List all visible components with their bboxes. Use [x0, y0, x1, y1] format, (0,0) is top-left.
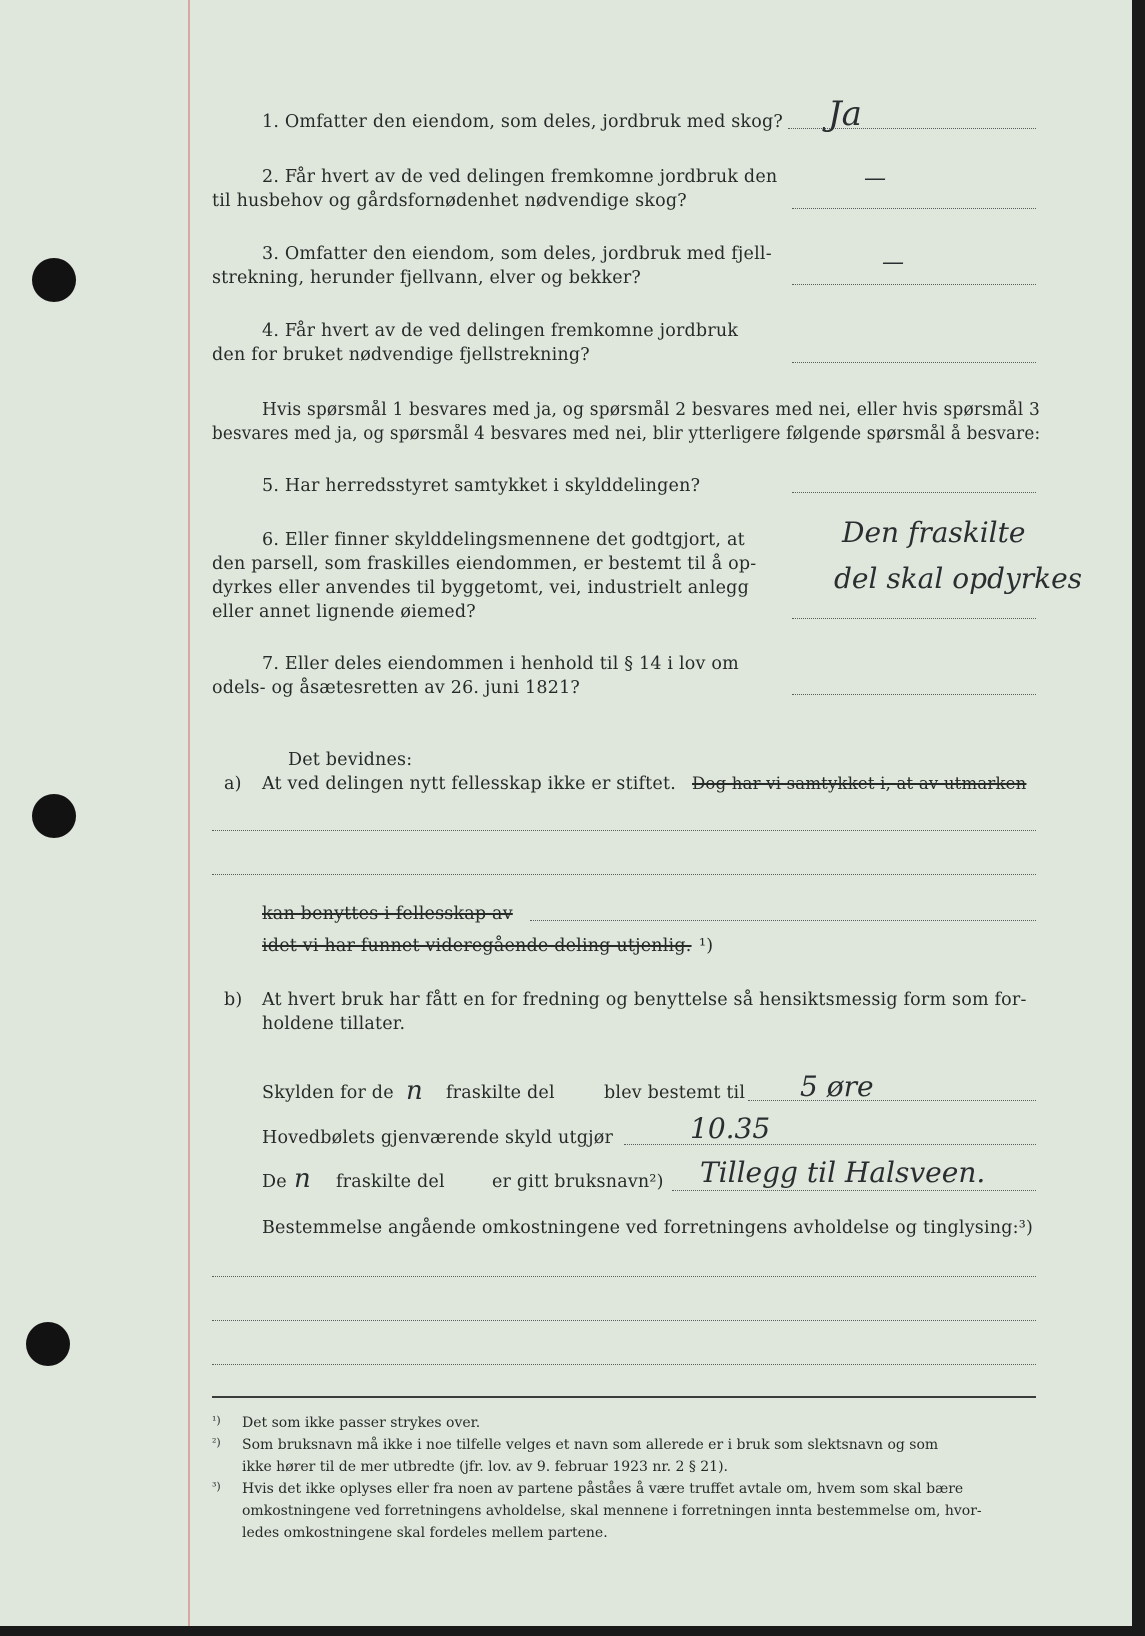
answer-line-6 [792, 618, 1036, 619]
skyld-label-1: Skylden for de [262, 1083, 394, 1103]
question-2-line1: 2. Får hvert av de ved delingen fremkomne jordbruk den [262, 167, 778, 187]
blank-line-2 [212, 874, 1036, 875]
navn-label-3: er gitt bruksnavn²) [492, 1172, 664, 1192]
condition-line2: besvares med ja, og spørsmål 4 besvares med nei, blir ytterligere følgende spørsmål å besvare: [212, 424, 1041, 444]
footnote-rule [212, 1396, 1036, 1398]
answer-line-3 [792, 284, 1036, 285]
question-5: 5. Har herredsstyret samtykket i skylddelingen? [262, 476, 701, 496]
blank-line-1 [212, 830, 1036, 831]
question-1: 1. Omfatter den eiendom, som deles, jordbruk med skog? [262, 112, 783, 132]
punch-hole-bottom [26, 1322, 70, 1366]
answer-line-1 [788, 128, 1036, 129]
footnote-2-line1: Som bruksnavn må ikke i noe tilfelle velges et navn som allerede er i bruk som slektsnavn og som [242, 1437, 939, 1453]
attest-a-text: At ved delingen nytt fellesskap ikke er stiftet. [262, 774, 676, 794]
blank-line-4 [212, 1276, 1036, 1277]
skyld-value-line [748, 1100, 1036, 1101]
question-3-line1: 3. Omfatter den eiendom, som deles, jordbruk med fjell- [262, 244, 772, 264]
footnote-1-number: ¹) [212, 1414, 221, 1427]
question-6-line3: dyrkes eller anvendes til byggetomt, vei, industrielt anlegg [212, 578, 749, 598]
navn-handwritten-n: n [294, 1164, 311, 1194]
answer-6-handwriting-line2: del skal opdyrkes [834, 562, 1083, 595]
footnote-1-line1: Det som ikke passer strykes over. [242, 1415, 481, 1431]
question-6-line1: 6. Eller finner skylddelingsmennene det godtgjort, at [262, 530, 745, 550]
question-7-line2: odels- og åsætesretten av 26. juni 1821? [212, 678, 580, 698]
skyld-handwritten-n: n [406, 1076, 423, 1106]
footnote-3-line2: omkostningene ved forretningens avholdelse, skal mennene i forretningen innta bestemmelse om, hvor- [242, 1503, 982, 1519]
skyld-label-3: blev bestemt til [604, 1083, 746, 1103]
answer-2-handwriting: — [864, 166, 886, 191]
attest-a-struck: Dog har vi samtykket i, at av utmarken [692, 774, 1027, 793]
footnote-2-line2: ikke hører til de mer utbredte (jfr. lov. av 9. februar 1923 nr. 2 § 21). [242, 1459, 729, 1475]
attest-struck-line2: kan benyttes i fellesskap av [262, 904, 513, 924]
answer-line-5 [792, 492, 1036, 493]
punch-hole-top [32, 258, 76, 302]
blank-line-3 [530, 920, 1036, 921]
question-6-line4: eller annet lignende øiemed? [212, 602, 476, 622]
margin-line [188, 0, 190, 1626]
bestemmelse-label: Bestemmelse angående omkostningene ved forretningens avholdelse og tinglysing:³) [262, 1218, 1033, 1238]
question-6-line2: den parsell, som fraskilles eiendommen, er bestemt til å op- [212, 554, 757, 574]
hoved-label: Hovedbølets gjenværende skyld utgjør [262, 1128, 614, 1148]
footnote-2-number: ²) [212, 1436, 221, 1449]
attest-b-text-line2: holdene tillater. [262, 1014, 406, 1034]
question-4-line1: 4. Får hvert av de ved delingen fremkomne jordbruk [262, 321, 739, 341]
question-7-line1: 7. Eller deles eiendommen i henhold til § 14 i lov om [262, 654, 739, 674]
hoved-value-handwriting: 10.35 [690, 1112, 771, 1145]
hoved-value-line [624, 1144, 1036, 1145]
condition-line1: Hvis spørsmål 1 besvares med ja, og spørsmål 2 besvares med nei, eller hvis spørsmål 3 [262, 400, 1040, 420]
punch-hole-middle [32, 794, 76, 838]
footnote-3-number: ³) [212, 1480, 221, 1493]
answer-line-2 [792, 208, 1036, 209]
navn-value-handwriting: Tillegg til Halsveen. [700, 1156, 986, 1189]
question-3-line2: strekning, herunder fjellvann, elver og bekker? [212, 268, 641, 288]
answer-1-handwriting: Ja [828, 94, 862, 134]
navn-value-line [672, 1190, 1036, 1191]
footnote-3-line3: ledes omkostningene skal fordeles mellem partene. [242, 1525, 608, 1541]
footnote-3-line1: Hvis det ikke oplyses eller fra noen av partene påståes å være truffet avtale om, hvem som skal bære [242, 1481, 964, 1497]
skyld-value-handwriting: 5 øre [800, 1070, 874, 1103]
navn-label-1: De [262, 1172, 287, 1192]
answer-line-4 [792, 362, 1036, 363]
answer-6-handwriting-line1: Den fraskilte [842, 516, 1026, 549]
blank-line-5 [212, 1320, 1036, 1321]
blank-line-6 [212, 1364, 1036, 1365]
navn-label-2: fraskilte del [336, 1172, 445, 1192]
attest-b-text-line1: At hvert bruk har fått en for fredning og benyttelse så hensiktsmessig form som for- [262, 990, 1027, 1010]
attest-b-label: b) [224, 990, 243, 1010]
attest-struck-line3: idet vi har funnet videregående deling utjenlig. [262, 936, 692, 956]
answer-line-7 [792, 694, 1036, 695]
attest-a-label: a) [224, 774, 242, 794]
skyld-label-2: fraskilte del [446, 1083, 555, 1103]
question-4-line2: den for bruket nødvendige fjellstrekning? [212, 345, 590, 365]
answer-3-handwriting: — [882, 250, 904, 275]
question-2-line2: til husbehov og gårdsfornødenhet nødvendige skog? [212, 191, 687, 211]
attest-struck-note: ¹) [699, 936, 714, 956]
attest-heading: Det bevidnes: [288, 750, 413, 770]
